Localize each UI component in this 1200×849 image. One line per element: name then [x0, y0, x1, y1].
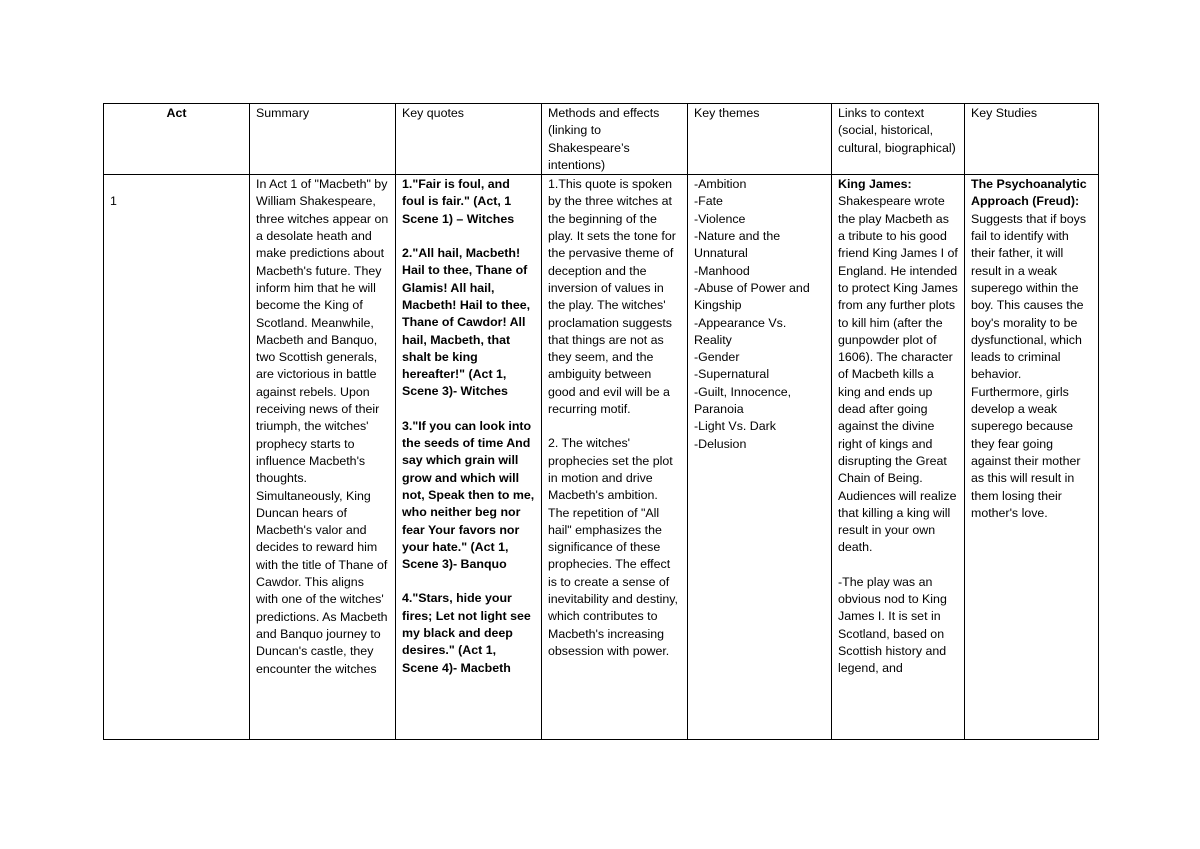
- quote-3: 3."If you can look into the seeds of time And say which grain will grow and which will not, Speak then to me, who neither beg nor fear Your favors nor your hate." (Act 1, Scene 3)- Banquo: [402, 418, 538, 572]
- header-summary: Summary: [250, 104, 396, 175]
- header-act: Act: [104, 104, 250, 175]
- theme-item: -Violence: [694, 211, 746, 226]
- act-number: 1: [110, 194, 117, 209]
- header-key-themes: Key themes: [688, 104, 832, 175]
- act-cell: [104, 175, 250, 740]
- theme-item: -Guilt, Innocence, Paranoia: [694, 384, 792, 417]
- context-heading: King James:: [838, 177, 912, 192]
- theme-item: -Light Vs. Dark: [694, 419, 776, 434]
- methods-cell: [542, 175, 688, 740]
- context-paragraph-2: -The play was an obvious nod to King James I. It is set in Scotland, based on Scottish history and legend, and: [838, 574, 951, 676]
- act-1-row: [104, 175, 1099, 740]
- method-1: 1.This quote is spoken by the three witches at the beginning of the play. It sets the tone for the pervasive theme of deception and the inversion of values in the play. The witches' proclamation suggests that things are not as they seem, and the ambiguity between good and evil will be a recurring motif.: [548, 177, 680, 417]
- quote-1: 1."Fair is foul, and foul is fair." (Act, 1 Scene 1) – Witches: [402, 177, 515, 226]
- quote-2: 2."All hail, Macbeth! Hail to thee, Thane of Glamis! All hail, Macbeth! Hail to thee, Thane of Cawdor! All hail, Macbeth, that shalt be king hereafter!" (Act 1, Scene 3)- Witches: [402, 246, 534, 399]
- theme-item: -Manhood: [694, 263, 750, 278]
- theme-item: -Fate: [694, 194, 723, 209]
- header-key-quotes: Key quotes: [396, 104, 542, 175]
- studies-cell: [965, 175, 1099, 740]
- study-body: Suggests that if boys fail to identify with their father, it will result in a weak superego within the boy. This causes the boy's morality to be dysfunctional, which leads to criminal behavior. Furthermore, girls develop a weak superego because they fear going against their mother as this will result in them losing their mother's love.: [971, 211, 1090, 520]
- quotes-cell: [396, 175, 542, 740]
- theme-item: -Appearance Vs. Reality: [694, 315, 787, 347]
- theme-item: -Abuse of Power and Kingship: [694, 280, 810, 313]
- header-row: [104, 104, 1099, 175]
- study-heading: The Psychoanalytic Approach (Freud):: [971, 177, 1087, 209]
- header-context: Links to context (social, historical, cultural, biographical): [832, 104, 965, 175]
- theme-item: -Nature and the Unnatural: [694, 229, 781, 261]
- context-cell: [832, 175, 965, 740]
- theme-item: -Gender: [694, 350, 740, 365]
- revision-table: [103, 103, 1099, 740]
- method-2: 2. The witches' prophecies set the plot in motion and drive Macbeth's ambition. The repetition of "All hail" emphasizes the significance of these prophecies. The effect is to create a sense of inevitability and destiny, which contributes to Macbeth's increasing obsession with power.: [548, 436, 682, 658]
- summary-cell: [250, 175, 396, 740]
- summary-text: In Act 1 of "Macbeth" by William Shakespeare, three witches appear on a desolate heath and make predictions about Macbeth's future. They inform him that he will become the King of Scotland. Meanwhile, Macbeth and Banquo, two Scottish generals, are victorious in battle against rebels. Upon receiving news of their triumph, the witches' prophecy starts to influence Macbeth's thoughts. Simultaneously, King Duncan hears of Macbeth's valor and decides to reward him with the title of Thane of Cawdor. This aligns with one of the witches' predictions. As Macbeth and Banquo journey to Duncan's castle, they encounter the witches: [256, 177, 392, 676]
- header-methods: Methods and effects (linking to Shakespeare’s intentions): [542, 104, 688, 175]
- context-paragraph-1: Shakespeare wrote the play Macbeth as a tribute to his good friend King James I of England. He intended to protect King James from any further plots to kill him (after the gunpowder plot of 1606). The character of Macbeth kills a king and ends up dead after going against the divine right of kings and disrupting the Great Chain of Being. Audiences will realize that killing a king will result in your own death.: [838, 194, 962, 555]
- theme-item: -Supernatural: [694, 367, 770, 382]
- theme-item: -Delusion: [694, 436, 747, 451]
- header-key-studies: Key Studies: [965, 104, 1099, 175]
- quote-4: 4."Stars, hide your fires; Let not light see my black and deep desires." (Act 1, Scene 4)- Macbeth: [402, 591, 535, 675]
- themes-cell: [688, 175, 832, 740]
- theme-item: -Ambition: [694, 177, 747, 192]
